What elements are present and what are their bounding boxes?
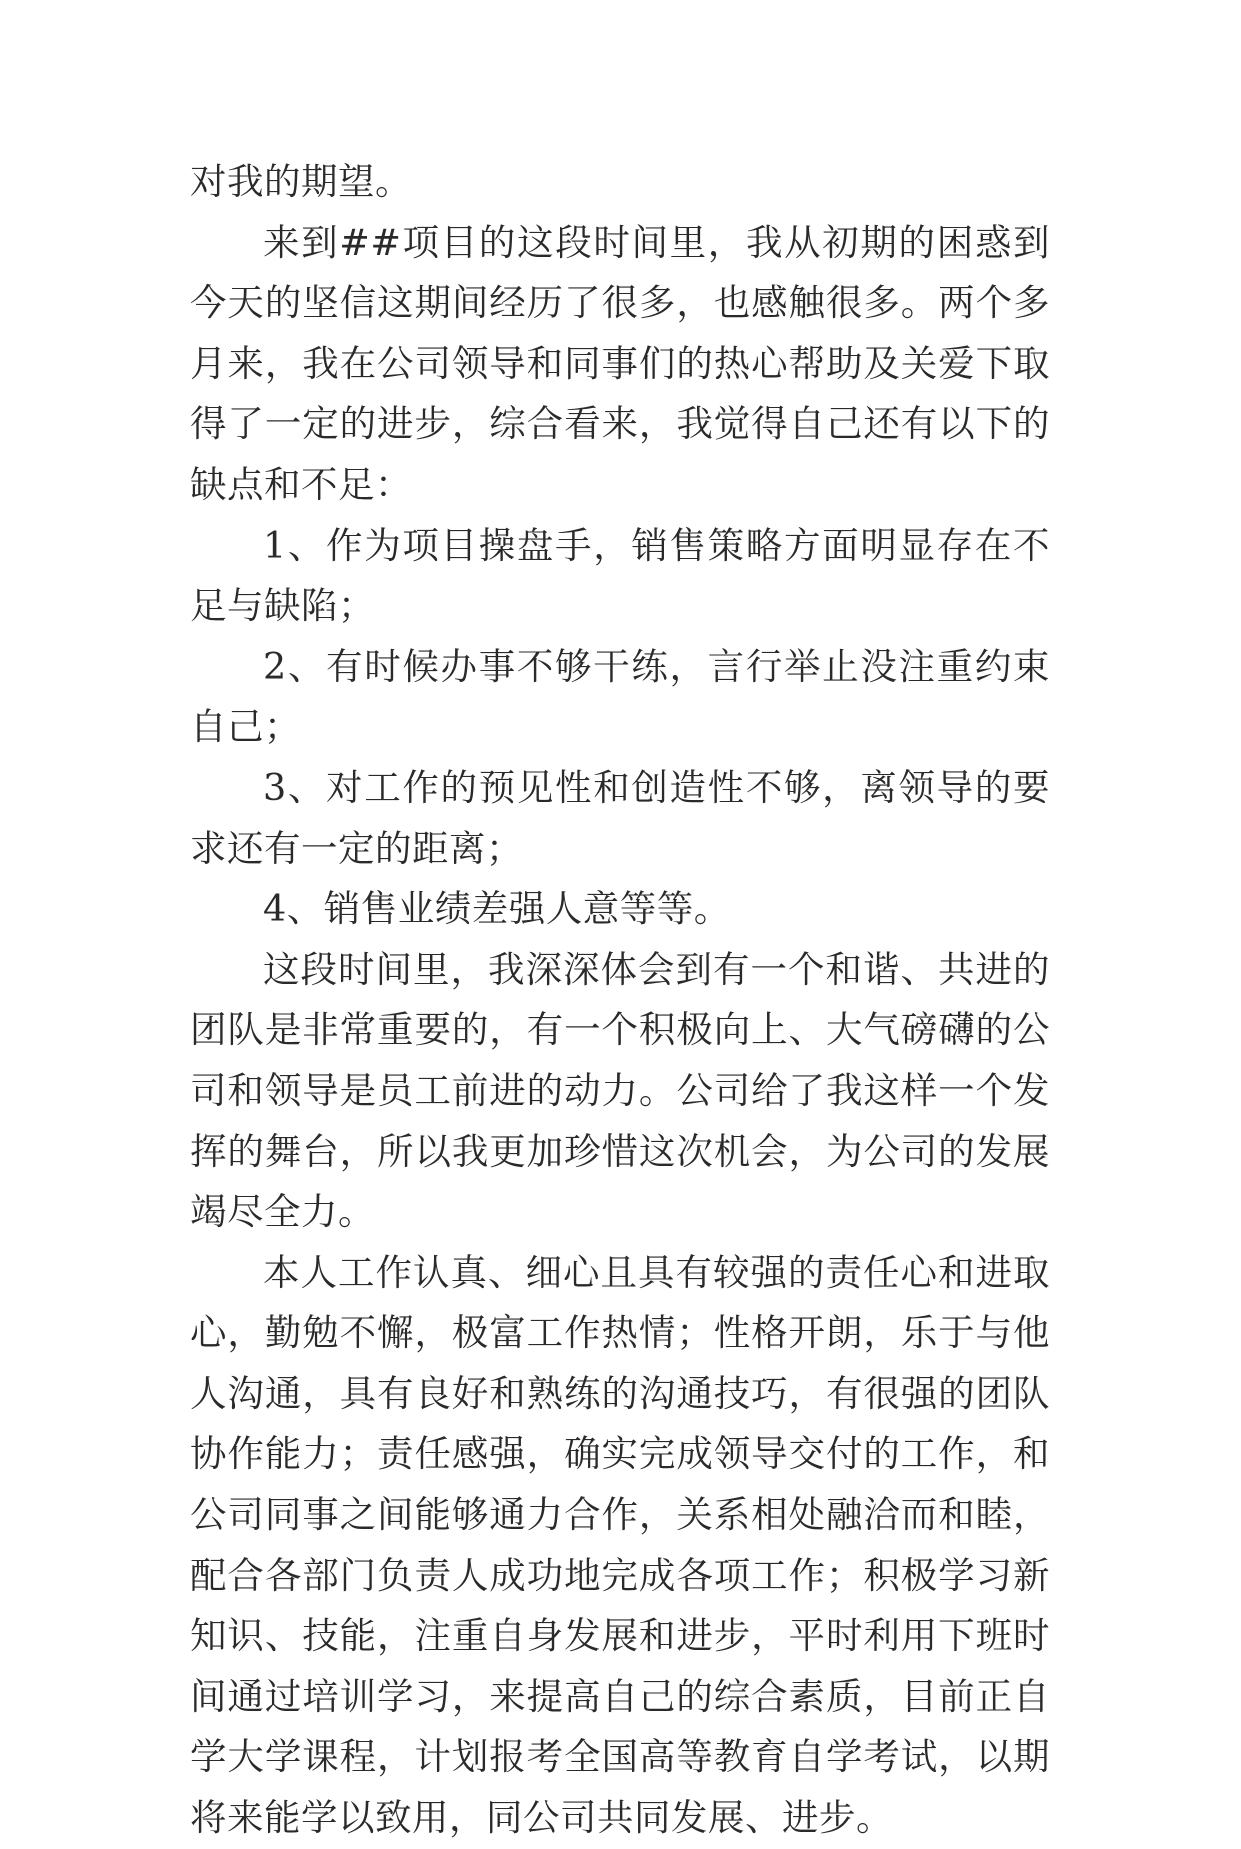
paragraph-team: 这段时间里，我深深体会到有一个和谐、共进的团队是非常重要的，有一个积极向上、大气磅礴的公司和领导是员工前进的动力。公司给了我这样一个发挥的舞台，所以我更加珍惜这次机会，为公司的发展竭尽全力。 xyxy=(190,947,1050,1234)
paragraph-self-assessment: 本人工作认真、细心且具有较强的责任心和进取心，勤勉不懈，极富工作热情；性格开朗，乐于与他人沟通，具有良好和熟练的沟通技巧，有很强的团队协作能力；责任感强，确实完成领导交付的工作，和公司同事之间能够通力合作，关系相处融洽而和睦，配合各部门负责人成功地完成各项工作；积极学习新知识、技能，注重自身发展和进步，平时利用下班时间通过培训学习，来提高自己的综合素质，目前正自学大学课程，计划报考全国高等教育自学考试，以期将来能学以致用，同公司共同发展、进步。 xyxy=(190,1250,1050,1840)
paragraph-continuation: 对我的期望。 xyxy=(190,160,412,203)
list-item-1: 1、作为项目操盘手，销售策略方面明显存在不足与缺陷； xyxy=(190,523,1050,628)
paragraph-intro: 来到##项目的这段时间里，我从初期的困惑到今天的坚信这期间经历了很多，也感触很多。两个多月来，我在公司领导和同事们的热心帮助及关爱下取得了一定的进步，综合看来，我觉得自己还有以下的缺点和不足： xyxy=(190,220,1050,506)
list-item-3: 3、对工作的预见性和创造性不够，离领导的要求还有一定的距离； xyxy=(190,765,1050,870)
document-body xyxy=(190,152,1050,1849)
list-item-4: 4、销售业绩差强人意等等。 xyxy=(263,887,731,931)
list-item-2: 2、有时候办事不够干练，言行举止没注重约束自己； xyxy=(190,644,1050,749)
